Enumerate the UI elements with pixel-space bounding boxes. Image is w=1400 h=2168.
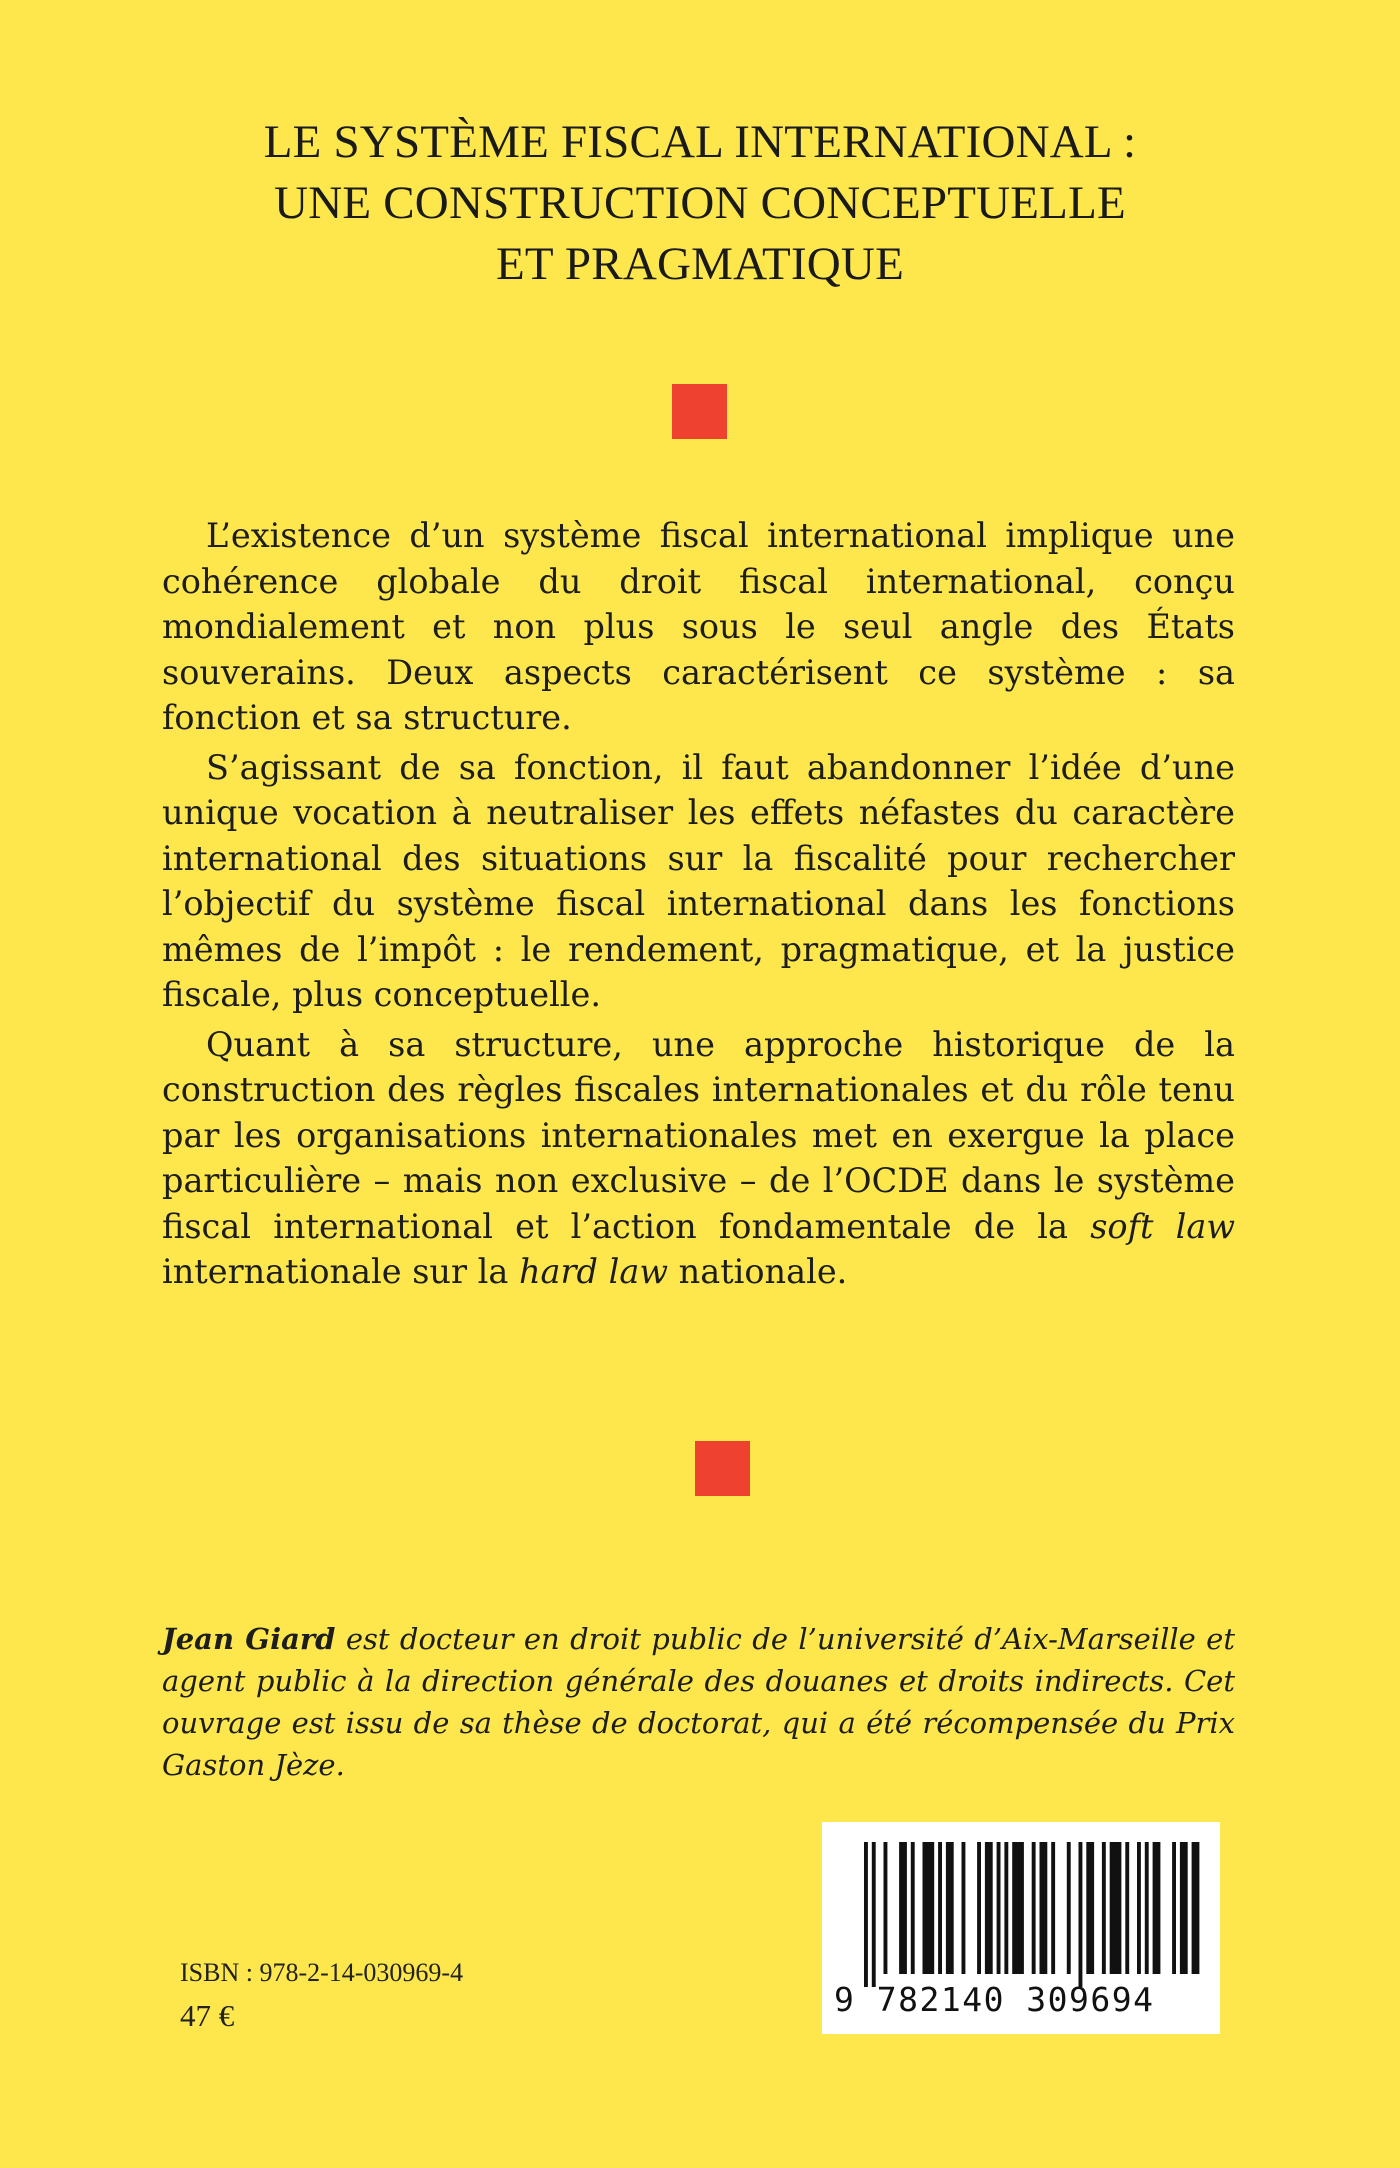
- barcode-bar: [1051, 1842, 1055, 1974]
- soft-law-term: soft law: [1090, 1206, 1236, 1246]
- barcode-bar: [938, 1842, 942, 1974]
- barcode-bar: [1040, 1842, 1048, 1974]
- summary-paragraph-3-part1: Quant à sa structure, une approche historique de la construction des règles fiscales internationales et du rôle tenu par les organisations internationales met en exergue la place particulière – mais non exclusive – de l’OCDE dans le système fiscal international et l’action fondamentale de la: [162, 1024, 1235, 1246]
- barcode-bar: [899, 1842, 907, 1974]
- barcode-bar: [884, 1842, 888, 1974]
- author-description: est docteur en droit public de l’université d’Aix-Marseille et agent public à la direction générale des douanes et droits indirects. Cet ouvrage est issu de sa thèse de doctorat, qui a été récompensée du Prix Gaston Jèze.: [162, 1622, 1235, 1782]
- red-square-ornament-top: [672, 384, 727, 439]
- barcode-bar: [872, 1842, 876, 1987]
- title-line-3: ET PRAGMATIQUE: [496, 238, 904, 290]
- barcode: [822, 1822, 1220, 2034]
- barcode-bar: [923, 1842, 935, 1974]
- summary-paragraph-2: S’agissant de sa fonction, il faut abandonner l’idée d’une unique vocation à neutraliser les effets néfastes du caractère international des situations sur la fiscalité pour rechercher l’objectif du système fiscal international dans les fonctions mêmes de l’impôt : le rendement, pragmatique, et la justice fiscale, plus conceptuelle.: [162, 747, 1235, 1014]
- barcode-bar: [1032, 1842, 1036, 1974]
- barcode-bar: [1145, 1842, 1149, 1974]
- barcode-bar: [1102, 1842, 1106, 1974]
- red-square-ornament-bottom: [695, 1441, 750, 1496]
- barcode-bar: [1153, 1842, 1161, 1974]
- author-bio: [162, 1618, 1235, 1786]
- barcode-bar: [911, 1842, 915, 1974]
- summary-text: [162, 513, 1235, 1299]
- book-title: [150, 112, 1250, 295]
- barcode-bar: [1180, 1842, 1188, 1974]
- barcode-bar: [985, 1842, 993, 1974]
- barcode-bar: [1172, 1842, 1176, 1974]
- barcode-bar: [1079, 1842, 1083, 1987]
- summary-paragraph-1: L’existence d’un système fiscal international implique une cohérence globale du droit fiscal international, conçu mondialement et non plus sous le seul angle des États souverains. Deux aspects caractérisent ce système : sa fonction et sa structure.: [162, 516, 1235, 737]
- barcode-bar: [1012, 1842, 1024, 1974]
- summary-paragraph-3-part3: nationale.: [668, 1252, 848, 1291]
- barcode-bar: [1137, 1842, 1141, 1974]
- barcode-bar: [962, 1842, 966, 1974]
- barcode-bar: [946, 1842, 954, 1974]
- barcode-bar: [1004, 1842, 1008, 1974]
- author-name: Jean Giard: [162, 1622, 336, 1656]
- barcode-bar: [1125, 1842, 1129, 1974]
- summary-paragraph-3-part2: internationale sur la: [162, 1252, 519, 1291]
- barcode-bar: [997, 1842, 1001, 1974]
- barcode-bar: [1110, 1842, 1122, 1974]
- barcode-bar: [1192, 1842, 1200, 1974]
- hard-law-term: hard law: [518, 1252, 669, 1291]
- title-line-1: LE SYSTÈME FISCAL INTERNATIONAL :: [263, 116, 1137, 168]
- price: 47 €: [180, 1998, 235, 2033]
- title-line-2: UNE CONSTRUCTION CONCEPTUELLE: [274, 177, 1126, 229]
- barcode-digits: 9 782140 309694: [834, 1980, 1155, 2019]
- barcode-bar: [1086, 1842, 1094, 1974]
- barcode-bar: [1067, 1842, 1071, 1974]
- barcode-bar: [977, 1842, 981, 1974]
- barcode-bar: [864, 1842, 868, 1987]
- summary-paragraph-3: [162, 1022, 1235, 1295]
- isbn: ISBN : 978-2-14-030969-4: [180, 1958, 464, 1987]
